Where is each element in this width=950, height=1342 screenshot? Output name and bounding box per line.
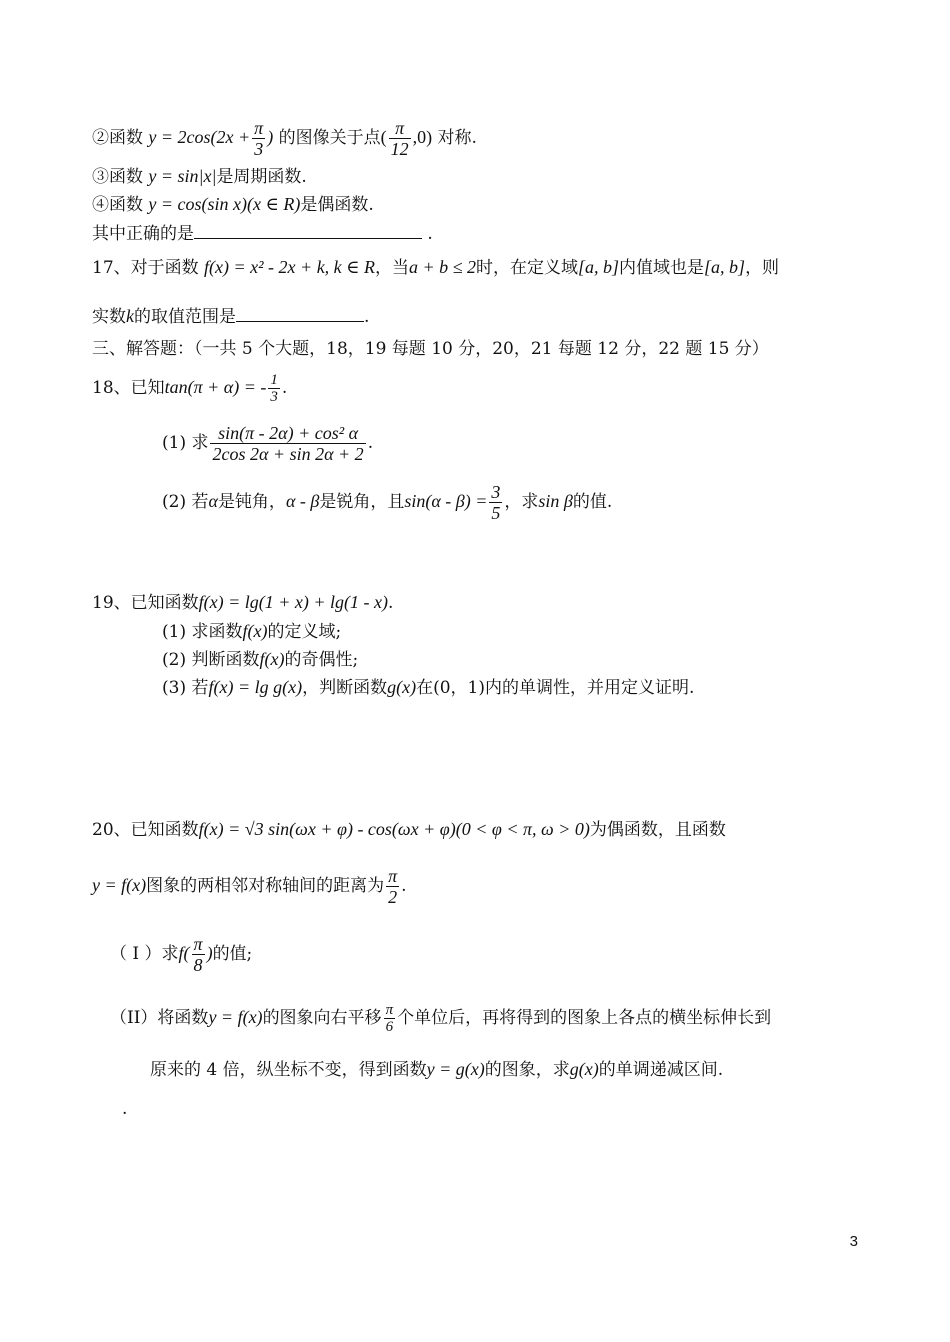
q20-function: f(x) = √3 sin(ωx + φ) - cos(ωx + φ)(0 < φ < π, ω > 0)	[198, 819, 590, 839]
fraction-denominator: 8	[192, 954, 205, 975]
q17-text: 的取值范围是	[134, 307, 236, 327]
fraction-denominator: 12	[390, 139, 409, 159]
q17-domain: [a, b]	[578, 257, 620, 277]
statement-2-expr-close: )	[267, 127, 274, 147]
q20-text: 的值;	[212, 944, 253, 964]
fraction	[489, 482, 502, 523]
q19-gx: g(x)	[387, 677, 417, 697]
q20-text: 原来的 4 倍，纵坐标不变，得到函数	[150, 1060, 427, 1080]
statement-2-end: 对称.	[437, 128, 477, 148]
fraction-numerator: π	[193, 934, 203, 954]
section-3-heading: 三、解答题：（一共 5 个大题，18，19 每题 10 分，20，21 每题 12 分，22 题 15 分）	[92, 339, 769, 359]
statement-2-expr: y = 2cos(2x +	[148, 127, 251, 147]
q19-text: 在(0，1)内的单调性，并用定义证明.	[416, 678, 695, 698]
fraction-numerator: π	[395, 118, 405, 138]
point-open: (	[380, 127, 387, 147]
q19-fx: f(x)	[242, 621, 268, 641]
question-20	[92, 818, 726, 841]
q17-k: k	[126, 306, 134, 326]
q20-expr: y = g(x)	[426, 1059, 485, 1079]
q20-text: （II）将函数	[110, 1008, 209, 1028]
q20-text: 个单位后，再将得到的图象上各点的横坐标伸长到	[397, 1008, 772, 1028]
q18-text: 是锐角，且	[319, 492, 405, 512]
statement-3-text: 是周期函数.	[216, 167, 307, 187]
statement-2	[92, 118, 477, 159]
q20-text: （ I ）求	[110, 944, 179, 964]
q17-end: .	[364, 307, 370, 327]
q18-expr: tan(π + α) = -	[164, 377, 267, 397]
fraction	[252, 118, 265, 159]
q19-function: f(x) = lg(1 + x) + lg(1 - x)	[198, 592, 389, 612]
q20-gx: g(x)	[569, 1059, 599, 1079]
point-close: ,0)	[412, 127, 433, 147]
q18-text: 的值.	[572, 492, 613, 512]
answer-line	[92, 222, 433, 245]
fraction	[386, 866, 399, 907]
q18-end: .	[281, 378, 288, 398]
statement-4-text: 是偶函数.	[300, 195, 374, 215]
question-20-part-2	[110, 1002, 771, 1035]
statement-3	[92, 165, 307, 188]
fraction-numerator: 3	[491, 482, 501, 502]
q18-text: (2) 若	[162, 492, 209, 512]
statement-3-expr: y = sin|x|	[148, 166, 217, 186]
question-20-part-2-line-2	[150, 1058, 723, 1081]
fraction-denominator: 5	[491, 503, 501, 523]
fraction-numerator: sin(π - 2α) + cos² α	[218, 423, 359, 443]
fraction	[210, 423, 365, 464]
question-19	[92, 591, 393, 614]
question-17	[92, 256, 779, 279]
q20-text: 的图象向右平移	[262, 1008, 382, 1028]
statement-4-label: ④函数	[92, 195, 143, 215]
page-number: 3	[849, 1233, 858, 1250]
statement-3-label: ③函数	[92, 167, 143, 187]
answer-blank	[194, 222, 422, 239]
statement-2-text: 的图像关于点	[278, 128, 381, 148]
q20-expr: )	[206, 943, 213, 963]
q19-fx: f(x)	[259, 649, 285, 669]
fraction-numerator: π	[254, 118, 264, 138]
question-19-part-3	[162, 676, 694, 699]
stray-dot: .	[122, 1099, 128, 1119]
q18-part-1-end: .	[367, 433, 374, 453]
q17-range: [a, b]	[704, 257, 746, 277]
q17-text: 内值域也是	[619, 258, 705, 278]
answer-end: .	[427, 224, 433, 244]
q19-end: .	[388, 593, 394, 613]
question-19-part-1	[162, 620, 341, 643]
q19-text: ，判断函数	[302, 678, 388, 698]
question-19-part-2	[162, 648, 358, 671]
q17-function: f(x) = x² - 2x + k, k ∈ R	[204, 257, 375, 277]
q18-sin-beta: sin β	[538, 491, 573, 511]
q17-text: ，当	[375, 258, 409, 278]
question-17-line-2	[92, 305, 369, 328]
q19-expr: f(x) = lg g(x)	[208, 677, 303, 697]
fraction	[192, 934, 205, 975]
question-18	[92, 372, 287, 405]
question-20-line-2	[92, 866, 407, 907]
fraction	[268, 372, 280, 405]
q18-label: 18、已知	[92, 378, 165, 398]
q17-blank	[236, 305, 364, 322]
fraction-numerator: 1	[270, 372, 278, 388]
q20-text: 图象的两相邻对称轴间的距离为	[146, 876, 385, 896]
question-20-part-1	[110, 934, 252, 975]
q19-label: 19、已知函数	[92, 593, 199, 613]
q18-alpha-minus-beta: α - β	[285, 491, 320, 511]
statement-4	[92, 193, 374, 216]
q18-text: 是钝角，	[217, 492, 286, 512]
question-18-part-2	[162, 482, 612, 523]
q20-text: 为偶函数，且函数	[589, 820, 726, 840]
q17-text: 时，在定义域	[476, 258, 579, 278]
q18-expr: sin(α - β) =	[404, 491, 488, 511]
q19-text: (3) 若	[162, 678, 209, 698]
q18-text: ，求	[504, 492, 539, 512]
q19-text: (1) 求函数	[162, 622, 243, 642]
q17-condition: a + b ≤ 2	[409, 257, 477, 277]
q18-alpha: α	[208, 491, 218, 511]
q17-text: ，则	[745, 258, 780, 278]
q19-text: 的定义域;	[267, 622, 342, 642]
fraction-denominator: 3	[252, 138, 265, 159]
q20-text: 的单调递减区间.	[598, 1060, 724, 1080]
fraction	[384, 1002, 396, 1035]
statement-4-expr: y = cos(sin x)(x ∈ R)	[148, 194, 301, 214]
q19-text: 的奇偶性;	[284, 650, 359, 670]
q20-end: .	[401, 876, 407, 896]
q17-text: 实数	[92, 307, 126, 327]
fraction-denominator: 3	[270, 389, 278, 405]
fraction-denominator: 6	[384, 1018, 396, 1035]
q20-expr: y = f(x)	[208, 1007, 263, 1027]
fraction	[389, 118, 411, 159]
q20-expr: f(	[178, 943, 190, 963]
q20-label: 20、已知函数	[92, 820, 199, 840]
fraction-numerator: π	[385, 1002, 394, 1018]
q20-text: 的图象，求	[484, 1060, 570, 1080]
fraction-denominator: 2cos 2α + sin 2α + 2	[212, 444, 364, 464]
q17-label: 17、对于函数	[92, 258, 199, 278]
q19-text: (2) 判断函数	[162, 650, 260, 670]
q18-part-1-label: (1) 求	[162, 433, 209, 453]
question-18-part-1	[162, 423, 373, 464]
answer-prompt: 其中正确的是	[92, 224, 194, 244]
fraction-denominator: 2	[386, 886, 399, 907]
statement-2-label: ②函数	[92, 128, 143, 148]
q20-expr: y = f(x)	[92, 875, 147, 895]
fraction-numerator: π	[388, 866, 398, 886]
